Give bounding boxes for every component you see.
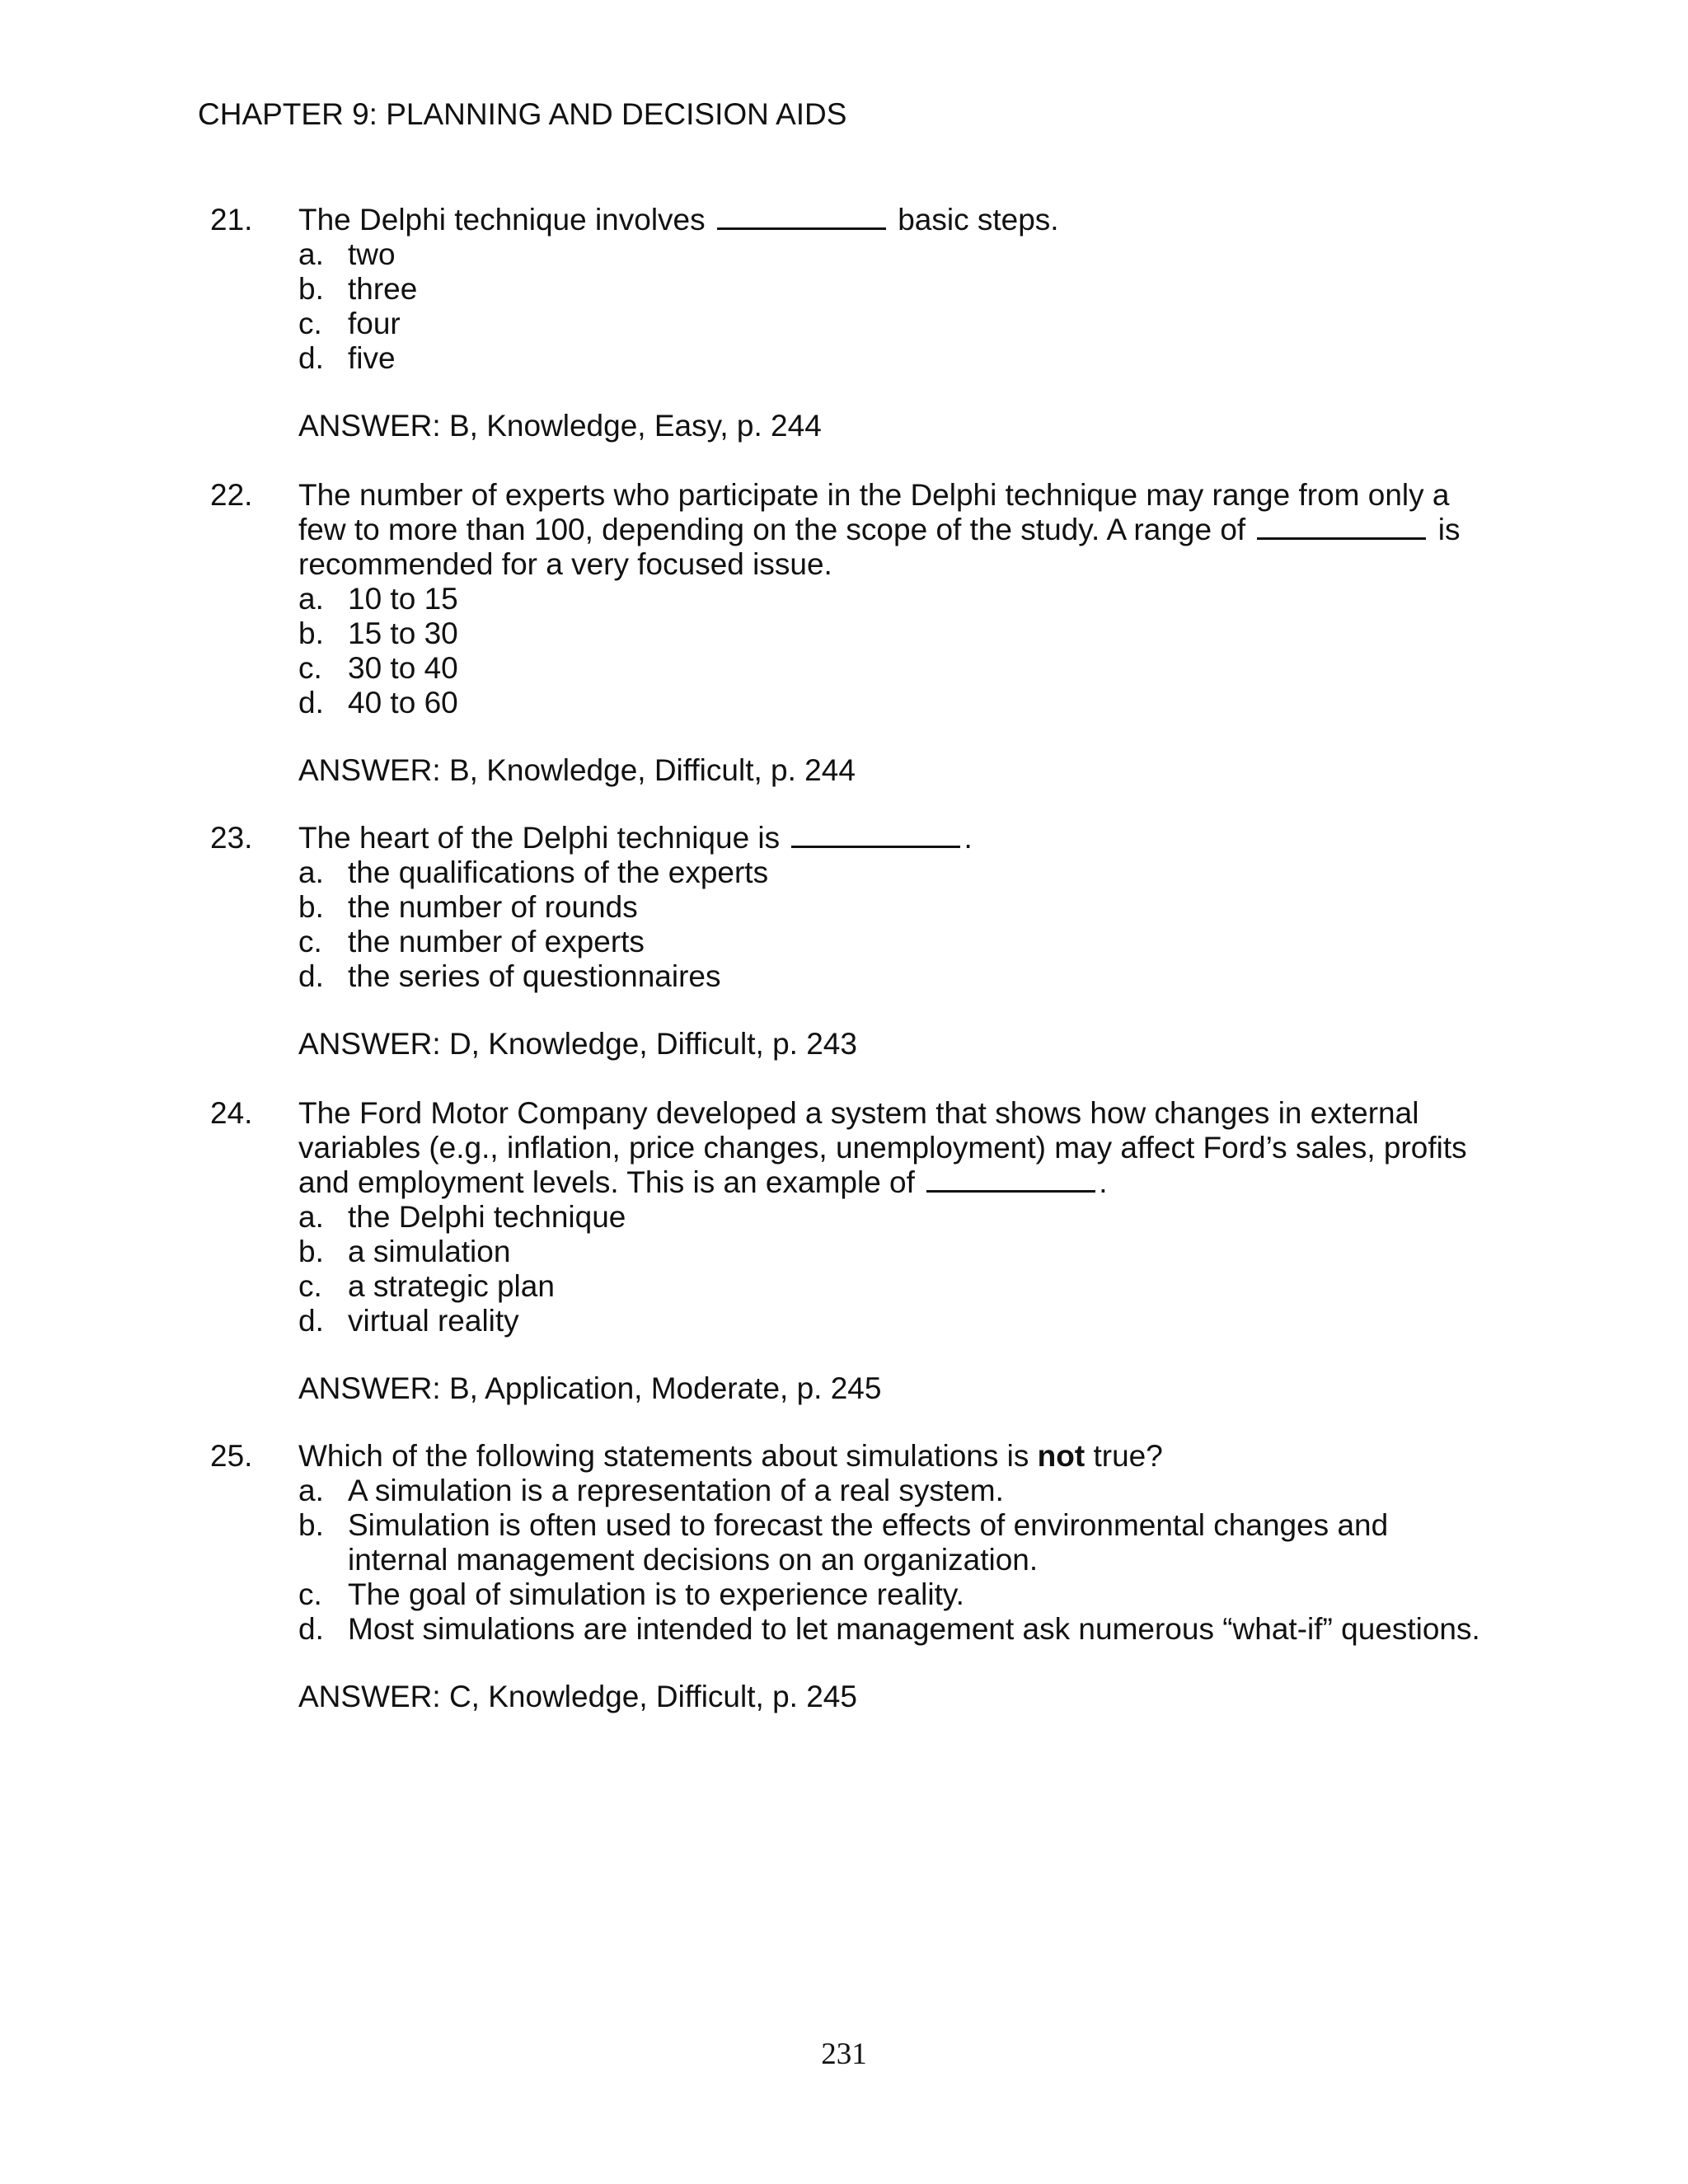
option-d: d. Most simulations are intended to let management ask numerous “what-if” questions. (298, 1612, 1480, 1646)
answer-key: ANSWER: B, Application, Moderate, p. 245 (298, 1371, 882, 1405)
answer-key: ANSWER: C, Knowledge, Difficult, p. 245 (298, 1680, 857, 1713)
option-b: b. Simulation is often used to forecast the effects of environmental changes and internal management decisions on an organization. (298, 1508, 1389, 1577)
option-c: c. The goal of simulation is to experience reality. (298, 1577, 964, 1611)
option-c: c. four (298, 307, 401, 340)
option-d: d. five (298, 341, 396, 375)
option-a: a. the qualifications of the experts (298, 855, 769, 889)
question-number: 21. (210, 203, 253, 237)
emphasis-not: not (1037, 1439, 1085, 1473)
question-stem: The number of experts who participate in the Delphi technique may range from only a few to more than 100, depending on the scope of the study. A range of is recommended for a very focused issue. (298, 478, 1461, 581)
option-d: d. the series of questionnaires (298, 959, 721, 993)
answer-key: ANSWER: B, Knowledge, Easy, p. 244 (298, 409, 822, 443)
option-d: d. 40 to 60 (298, 686, 458, 719)
option-a: a. two (298, 237, 396, 271)
question-stem: The heart of the Delphi technique is . (298, 821, 973, 855)
answer-blank (717, 203, 886, 230)
option-b: b. three (298, 272, 418, 306)
options-list (298, 582, 1518, 720)
question-stem: The Ford Motor Company developed a system that shows how changes in external variables (e.g., inflation, price changes, unemployment) may affect Ford’s sales, profits and employment levels. This is an example of . (298, 1096, 1467, 1199)
chapter-title: CHAPTER 9: PLANNING AND DECISION AIDS (198, 97, 847, 131)
option-b: b. the number of rounds (298, 890, 638, 924)
options-list (298, 237, 1518, 376)
answer-key: ANSWER: D, Knowledge, Difficult, p. 243 (298, 1027, 857, 1061)
options-list (298, 1200, 1518, 1338)
option-b: b. 15 to 30 (298, 616, 458, 650)
options-list (298, 1474, 1518, 1647)
question-number: 22. (210, 478, 253, 512)
question-number: 24. (210, 1096, 253, 1130)
option-c: c. the number of experts (298, 925, 645, 958)
question-stem: The Delphi technique involves basic steps. (298, 203, 1059, 237)
answer-key: ANSWER: B, Knowledge, Difficult, p. 244 (298, 753, 856, 787)
option-c: c. 30 to 40 (298, 651, 458, 685)
question-number: 23. (210, 821, 253, 855)
answer-blank (926, 1165, 1095, 1193)
question-stem: Which of the following statements about simulations is not true? (298, 1439, 1163, 1473)
options-list (298, 855, 1518, 994)
option-a: a. A simulation is a representation of a real system. (298, 1474, 1004, 1507)
answer-blank (1257, 513, 1426, 540)
option-d: d. virtual reality (298, 1304, 519, 1338)
option-a: a. the Delphi technique (298, 1200, 626, 1234)
option-a: a. 10 to 15 (298, 582, 458, 616)
option-b: b. a simulation (298, 1235, 511, 1268)
page-number: 231 (821, 2037, 867, 2071)
answer-blank (791, 821, 960, 848)
option-c: c. a strategic plan (298, 1269, 555, 1303)
question-number: 25. (210, 1439, 253, 1473)
